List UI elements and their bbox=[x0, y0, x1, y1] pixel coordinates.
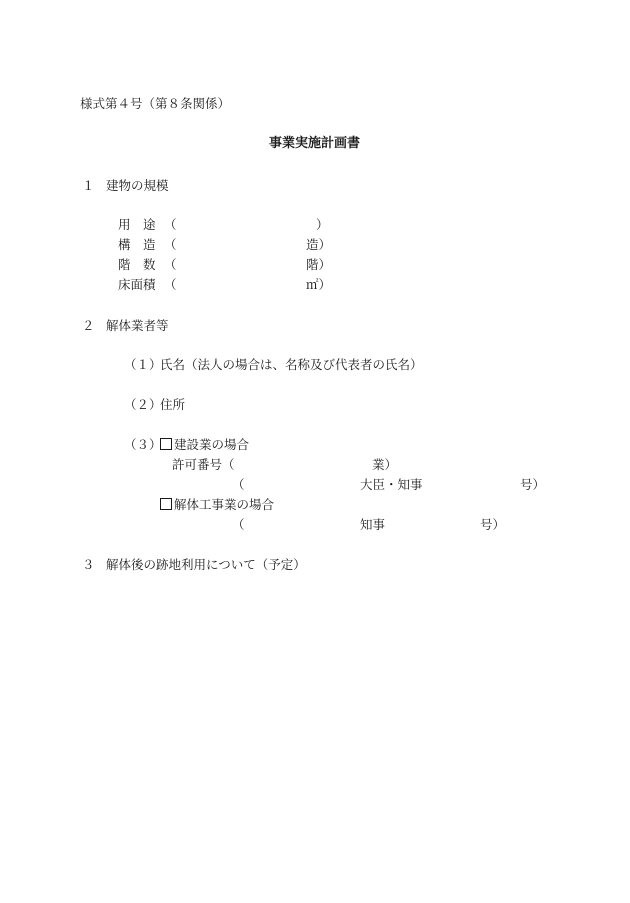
building-floor-area-open-paren: （ bbox=[164, 277, 177, 292]
item2-label: 住所 bbox=[160, 397, 186, 412]
building-floor-area-unit: ㎡） bbox=[306, 277, 332, 292]
building-floor-area-label: 床面積 bbox=[118, 277, 156, 292]
building-structure-unit: 造） bbox=[306, 237, 332, 252]
building-floors-label: 階 数 bbox=[118, 257, 156, 272]
section3-heading: 解体後の跡地利用について（予定） bbox=[106, 557, 306, 572]
item2-number: （２） bbox=[124, 397, 162, 412]
section3-number: ３ bbox=[82, 557, 95, 572]
section2-heading: 解体業者等 bbox=[106, 318, 169, 333]
item1-number: （１） bbox=[124, 357, 162, 372]
demolition-option-label: 解体工事業の場合 bbox=[174, 497, 275, 512]
item3-number: （３） bbox=[124, 437, 162, 452]
governor-label: 知事 bbox=[360, 517, 386, 532]
section2-number: ２ bbox=[82, 318, 95, 333]
license-number-close: 号） bbox=[520, 477, 546, 492]
demolition-option[interactable] bbox=[160, 497, 274, 513]
minister-governor-label: 大臣・知事 bbox=[360, 477, 423, 492]
demolition-checkbox-icon[interactable] bbox=[160, 498, 172, 510]
building-use-close: ） bbox=[316, 217, 329, 232]
building-use-open-paren: （ bbox=[164, 217, 177, 232]
building-floors-open-paren: （ bbox=[164, 257, 177, 272]
construction-option[interactable] bbox=[160, 437, 249, 453]
item1-label: 氏名（法人の場合は、名称及び代表者の氏名） bbox=[160, 357, 423, 372]
registration-open-paren: （ bbox=[232, 517, 245, 532]
building-structure-label: 構 造 bbox=[118, 237, 156, 252]
license-open-paren: （ bbox=[232, 477, 245, 492]
construction-checkbox-icon[interactable] bbox=[160, 438, 172, 450]
building-use-label: 用 途 bbox=[118, 217, 156, 232]
building-structure-open-paren: （ bbox=[164, 237, 177, 252]
form-number: 様式第４号（第８条関係） bbox=[80, 96, 231, 111]
registration-number-close: 号） bbox=[480, 517, 506, 532]
section1-number: １ bbox=[82, 178, 95, 193]
section1-heading: 建物の規模 bbox=[106, 178, 169, 193]
building-floors-unit: 階） bbox=[306, 257, 332, 272]
construction-option-label: 建設業の場合 bbox=[174, 437, 250, 452]
license-business-close: 業） bbox=[372, 457, 398, 472]
document-title: 事業実施計画書 bbox=[269, 136, 361, 151]
license-number-label: 許可番号（ bbox=[172, 457, 235, 472]
